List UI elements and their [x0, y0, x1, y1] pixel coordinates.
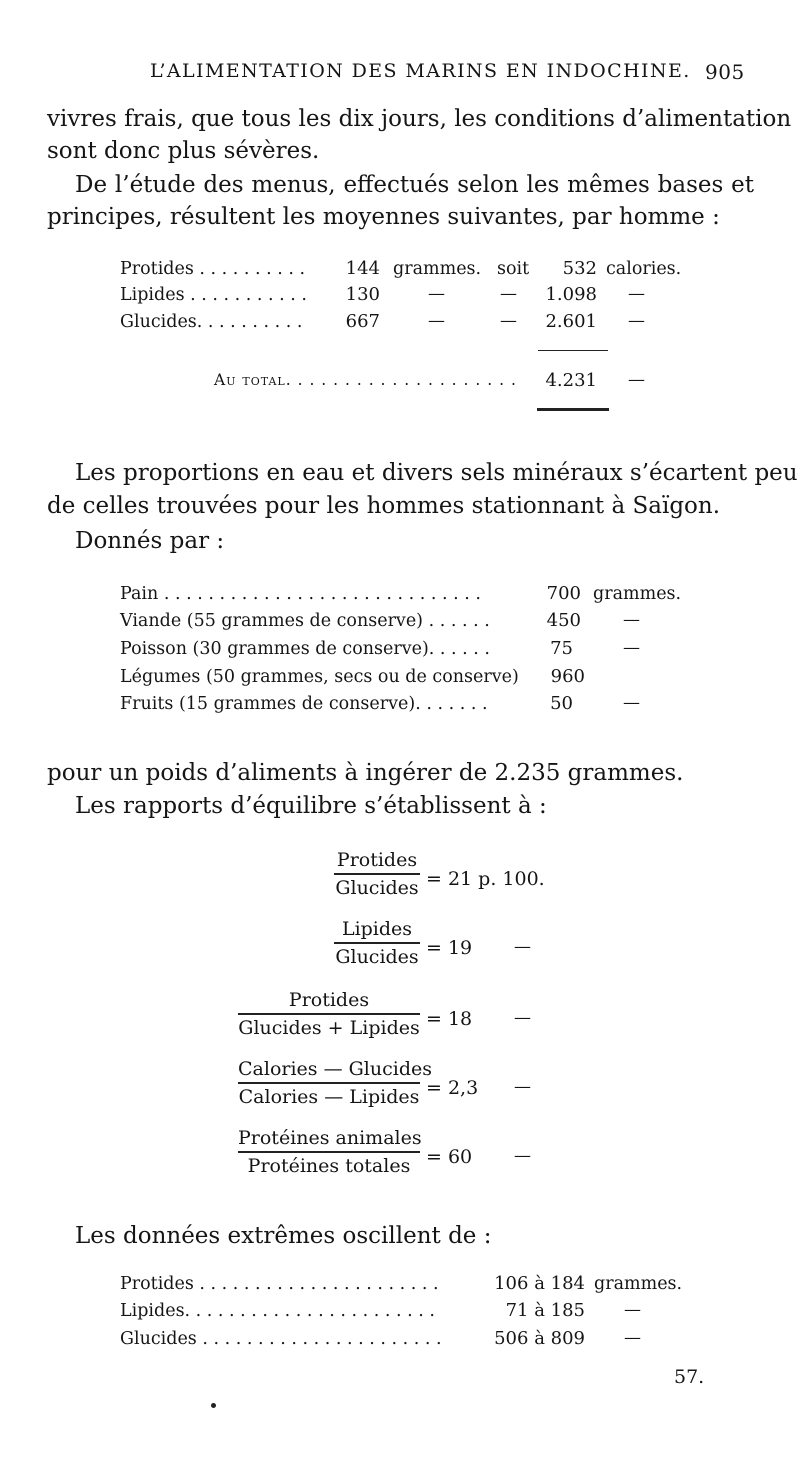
row-value: 50 — [550, 693, 573, 714]
row-label: Protides . . . . . . . . . . — [120, 259, 306, 279]
row-value: 144 — [345, 258, 380, 279]
text-line: vivres frais, que tous les dix jours, les conditions d’alimentation — [47, 106, 792, 132]
text-line: principes, résultent les moyennes suivantes, par homme : — [47, 204, 720, 230]
text-line: sont donc plus sévères. — [47, 138, 320, 164]
text-line: Les proportions en eau et divers sels minéraux s’écartent peu — [75, 460, 798, 486]
fraction-bar — [334, 873, 420, 875]
row-value: 450 — [546, 610, 581, 631]
sum-rule — [538, 350, 608, 351]
row-label: Poisson (30 grammes de conserve). . . . . . — [120, 639, 490, 659]
row-unit: — — [428, 311, 445, 331]
ratio-fraction — [238, 1058, 432, 1108]
row-label: Lipides . . . . . . . . . . . — [120, 285, 307, 305]
total-unit: — — [628, 370, 645, 390]
row-label: Légumes (50 grammes, secs ou de conserve) — [120, 667, 519, 687]
row-label: Glucides. . . . . . . . . . — [120, 312, 303, 332]
row-unit: — — [624, 1328, 641, 1348]
row-unit: — — [623, 693, 640, 713]
ratio-denominator: Calories — Lipides — [238, 1085, 420, 1108]
ratio-numerator: Lipides — [341, 918, 413, 940]
text-line: Les données extrêmes oscillent de : — [75, 1223, 492, 1249]
total-value: 4.231 — [545, 370, 597, 391]
row-value: 75 — [550, 638, 573, 659]
ratio-value: = 2,3 — [426, 1077, 479, 1099]
row-unit: — — [623, 610, 640, 630]
ratio-numerator: Calories — Glucides — [238, 1058, 432, 1080]
ratio-fraction — [238, 989, 420, 1039]
ratio-denominator: Glucides — [335, 876, 419, 899]
ratio-value: = 60 — [426, 1146, 473, 1168]
text-line: de celles trouvées pour les hommes stationnant à Saïgon. — [47, 493, 721, 519]
fraction-bar — [238, 1013, 420, 1015]
row-value: 71 à 185 — [505, 1300, 585, 1321]
ratio-unit: — — [514, 1146, 531, 1166]
row-cal-unit: — — [628, 284, 645, 304]
row-unit: — — [428, 284, 445, 304]
text-line: De l’étude des menus, effectués selon les mêmes bases et — [75, 172, 754, 198]
row-value: 506 à 809 — [494, 1328, 585, 1349]
row-label: Pain . . . . . . . . . . . . . . . . . . . . . . . . . . . . . — [120, 584, 481, 604]
ratio-unit: — — [514, 1077, 531, 1097]
row-value: 700 — [546, 583, 581, 604]
row-unit: — — [623, 638, 640, 658]
ratio-value: = 19 — [426, 937, 473, 959]
row-value: 667 — [345, 311, 380, 332]
text-line: pour un poids d’aliments à ingérer de 2.235 grammes. — [47, 760, 684, 786]
ratio-denominator: Glucides — [335, 945, 419, 968]
fraction-bar — [238, 1082, 420, 1084]
ratio-fraction — [334, 918, 420, 968]
row-unit: grammes. — [594, 1274, 683, 1294]
row-unit: grammes. — [593, 584, 682, 604]
signature-mark: 57. — [674, 1366, 705, 1388]
row-label: Glucides . . . . . . . . . . . . . . . . . . . . . . — [120, 1329, 442, 1349]
text-line: Les rapports d’équilibre s’établissent à : — [75, 793, 547, 819]
ratio-value: = 21 p. 100. — [426, 868, 545, 890]
row-label: Fruits (15 grammes de conserve). . . . . . . — [120, 694, 488, 714]
row-calories: 1.098 — [545, 284, 597, 305]
ratio-numerator: Protides — [336, 849, 418, 871]
row-unit: — — [624, 1300, 641, 1320]
ratio-numerator: Protides — [288, 989, 370, 1011]
ratio-denominator: Protéines totales — [247, 1154, 411, 1177]
row-label: Viande (55 grammes de conserve) . . . . . . — [120, 611, 490, 631]
running-title: L’ALIMENTATION DES MARINS EN INDOCHINE. — [150, 60, 691, 82]
row-calories: 532 — [562, 258, 597, 279]
row-cal-unit: calories. — [606, 259, 682, 279]
total-double-rule — [537, 408, 609, 411]
row-unit: grammes. — [393, 259, 482, 279]
ratio-unit: — — [514, 937, 531, 957]
ratio-numerator: Protéines animales — [238, 1127, 422, 1149]
row-value: 130 — [345, 284, 380, 305]
row-value: 960 — [550, 666, 585, 687]
row-extra: — — [500, 311, 517, 331]
fraction-bar — [334, 942, 420, 944]
ratio-fraction — [238, 1127, 420, 1177]
row-extra: soit — [497, 259, 530, 279]
row-label: Protides . . . . . . . . . . . . . . . . . . . . . . — [120, 1274, 439, 1294]
text-line: Donnés par : — [75, 528, 225, 554]
row-cal-unit: — — [628, 311, 645, 331]
total-label: Au total. . . . . . . . . . . . . . . . . . . . — [214, 371, 517, 389]
ratio-denominator: Glucides + Lipides — [238, 1016, 420, 1039]
fraction-bar — [238, 1151, 420, 1153]
ratio-fraction — [334, 849, 420, 899]
ratio-value: = 18 — [426, 1008, 473, 1030]
ratio-unit: — — [514, 1008, 531, 1028]
row-label: Lipides. . . . . . . . . . . . . . . . . . . . . . . — [120, 1301, 435, 1321]
ink-dot — [211, 1403, 216, 1408]
row-calories: 2.601 — [545, 311, 597, 332]
row-extra: — — [500, 284, 517, 304]
page-number: 905 — [705, 60, 745, 84]
row-value: 106 à 184 — [494, 1273, 585, 1294]
